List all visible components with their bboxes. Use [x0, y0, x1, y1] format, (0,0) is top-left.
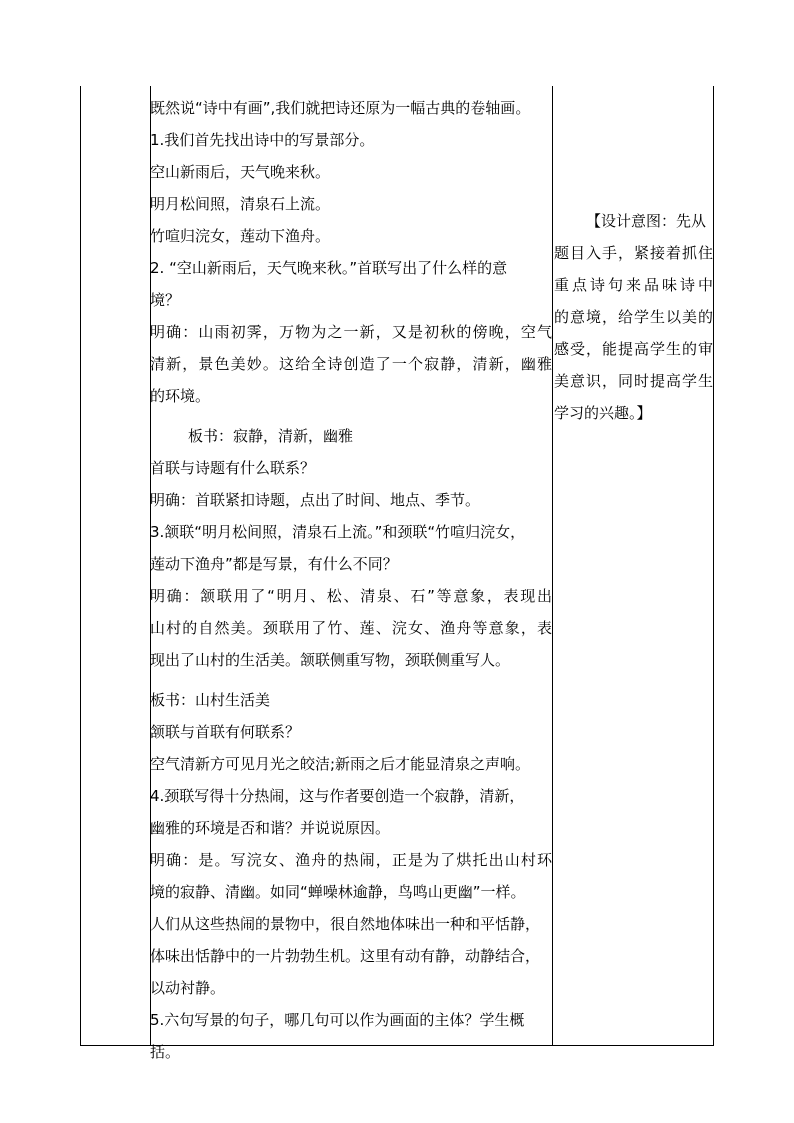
table-divider-2	[552, 86, 553, 1046]
text-line: 清新，景色美妙。这给全诗创造了一个寂静，清新，幽雅	[150, 355, 552, 373]
design-intent-line: 题目入手，紧接着抓住	[554, 244, 713, 262]
text-line: 明确：山雨初霁，万物为之一新，又是初秋的傍晚，空气	[150, 323, 552, 341]
text-line: 山村的自然美。颈联用了竹、莲、浣女、渔舟等意象，表	[150, 619, 552, 637]
text-line: 4.颈联写得十分热闹，这与作者要创造一个寂静，清新，	[150, 787, 525, 805]
design-intent-line: 重点诗句来品味诗中	[554, 276, 713, 294]
board-note: 板书：山村生活美	[150, 691, 271, 709]
text-line: 括。	[150, 1043, 181, 1061]
table-border-right	[713, 86, 714, 1046]
text-line: 境的寂静、清幽。如同“蝉噪林逾静，鸟鸣山更幽”一样。	[150, 883, 526, 901]
design-intent-line: 感受，能提高学生的审	[554, 340, 713, 358]
design-intent-line: 【设计意图：先从	[586, 212, 707, 230]
text-line: 体味出恬静中的一片勃勃生机。这里有动有静，动静结合，	[150, 947, 541, 965]
design-intent-line: 的意境，给学生以美的	[554, 308, 713, 326]
text-line: 空山新雨后，天气晚来秋。	[150, 163, 331, 181]
text-line: 人们从这些热闹的景物中，很自然地体味出一种和平恬静，	[150, 915, 541, 933]
text-line: 莲动下渔舟”都是写景，有什么不同？	[150, 555, 398, 573]
lesson-table	[80, 86, 714, 1061]
text-line: 境？	[150, 291, 181, 309]
table-border-left	[80, 86, 81, 1046]
text-line: 明确：是。写浣女、渔舟的热闹，正是为了烘托出山村环	[150, 851, 552, 869]
design-intent-cell	[554, 205, 713, 429]
text-line: 首联与诗题有什么联系？	[150, 459, 316, 477]
text-line: 明确：首联紧扣诗题，点出了时间、地点、季节。	[150, 491, 481, 509]
text-line: 5.六句写景的句子，哪几句可以作为画面的主体？学生概	[150, 1011, 525, 1029]
text-line: 颔联与首联有何联系？	[150, 723, 301, 741]
text-line: 3.颔联“明月松间照，清泉石上流。”和颈联“竹喧归浣女，	[150, 523, 526, 541]
text-line: 现出了山村的生活美。颔联侧重写物，颈联侧重写人。	[150, 651, 511, 669]
text-line: 1.我们首先找出诗中的写景部分。	[150, 131, 375, 149]
text-line: 的环境。	[150, 387, 211, 405]
teaching-process-cell	[150, 92, 552, 1068]
text-line: 明确：颔联用了“明月、松、清泉、石”等意象，表现出	[150, 587, 552, 605]
text-line: 既然说“诗中有画”,我们就把诗还原为一幅古典的卷轴画。	[150, 99, 531, 117]
design-intent-line: 学习的兴趣。】	[554, 404, 652, 422]
text-line: 2. “空山新雨后，天气晚来秋。”首联写出了什么样的意	[150, 259, 508, 277]
design-intent-line: 美意识，同时提高学生	[554, 372, 713, 390]
text-line: 空气清新方可见月光之皎洁;新雨之后才能显清泉之声响。	[150, 755, 531, 773]
board-note: 板书：寂静，清新，幽雅	[188, 427, 354, 445]
text-line: 竹喧归浣女，莲动下渔舟。	[150, 227, 331, 245]
text-line: 以动衬静。	[150, 979, 226, 997]
text-line: 明月松间照，清泉石上流。	[150, 195, 331, 213]
text-line: 幽雅的环境是否和谐？并说说原因。	[150, 819, 391, 837]
